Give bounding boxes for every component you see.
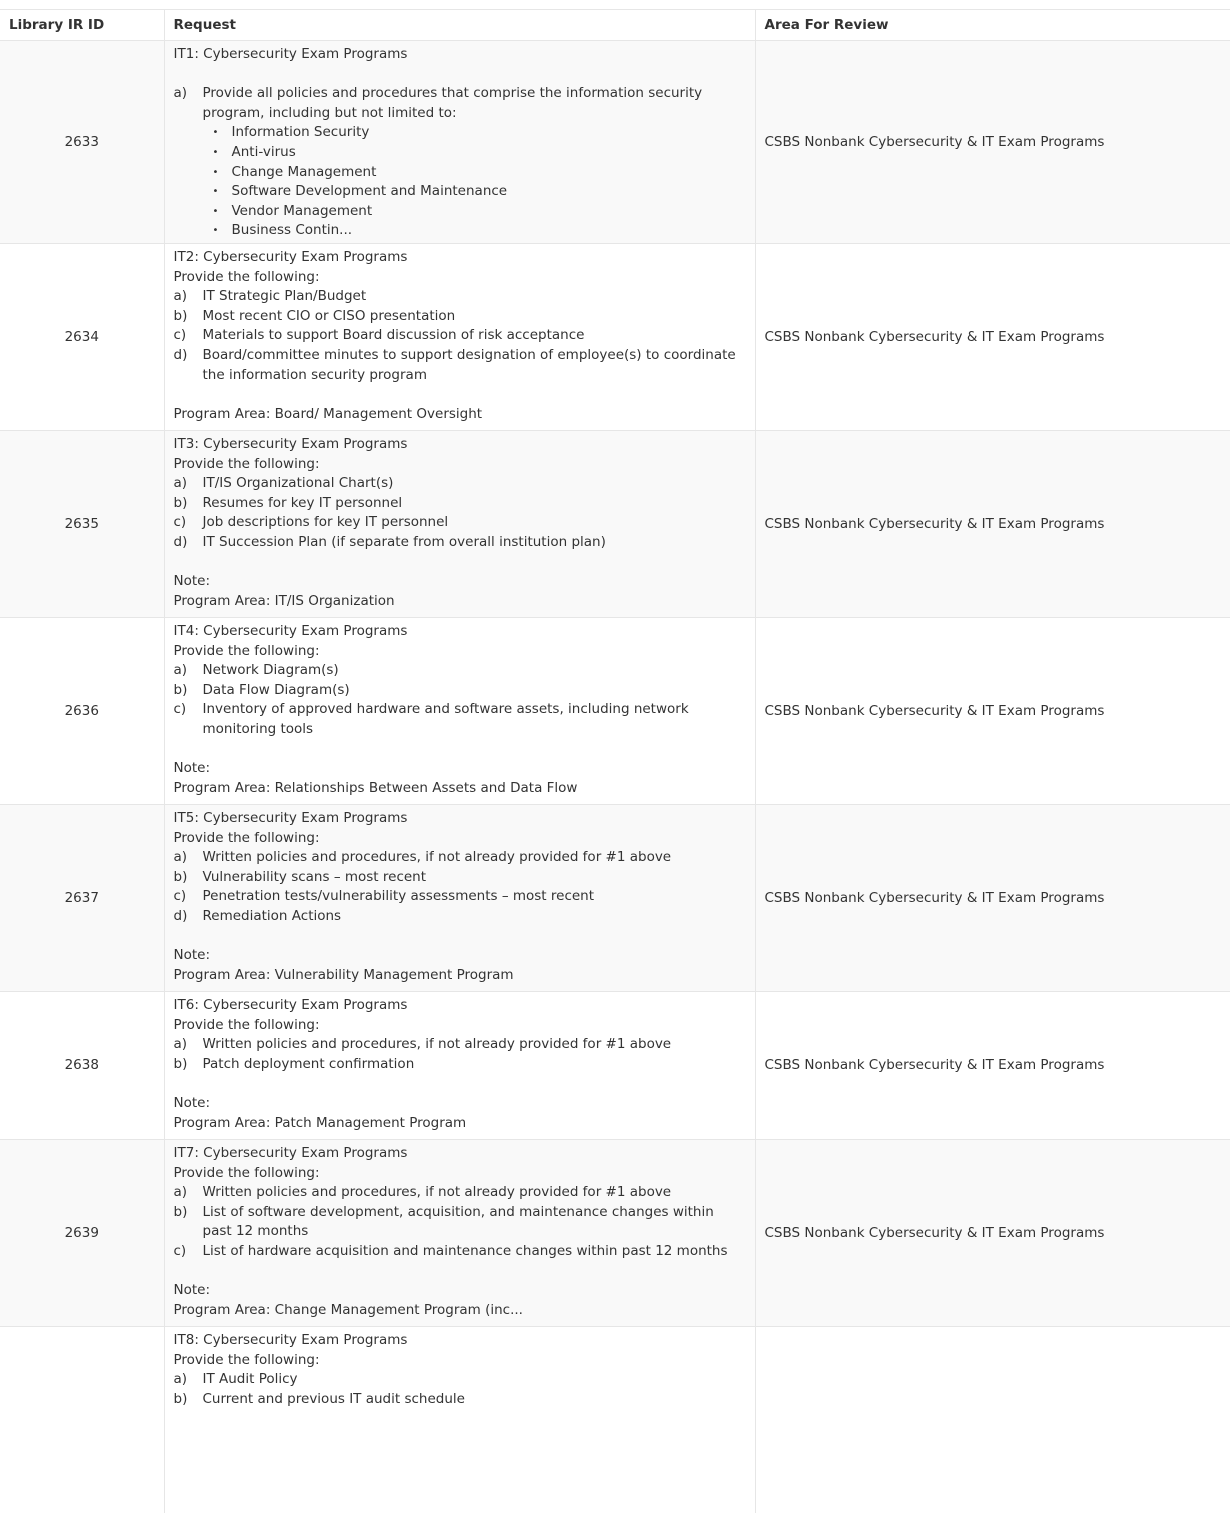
request-item: c) List of hardware acquisition and maintenance changes within past 12 months — [173, 1242, 728, 1259]
cell-request — [164, 243, 755, 430]
bullet-icon: • — [212, 146, 219, 158]
request-item: a) Written policies and procedures, if not already provided for #1 above — [173, 1036, 672, 1053]
request-title: IT3: Cybersecurity Exam Programs — [173, 435, 408, 452]
request-note: Note: — [173, 573, 211, 590]
request-item: b) Resumes for key IT personnel — [173, 494, 403, 511]
request-intro: Provide the following: — [173, 1016, 320, 1033]
request-intro: Provide the following: — [173, 455, 320, 472]
bullet-icon: • — [212, 166, 219, 178]
bullet-icon: • — [212, 186, 219, 198]
table-row[interactable] — [0, 991, 1230, 1139]
request-title: IT2: Cybersecurity Exam Programs — [173, 248, 408, 265]
request-item: c) Penetration tests/vulnerability assessments – most recent — [173, 888, 595, 905]
request-note: Note: — [173, 760, 211, 777]
cell-area-for-review: CSBS Nonbank Cybersecurity & IT Exam Programs — [755, 243, 1230, 430]
request-intro: Provide the following: — [173, 1351, 320, 1368]
bullet-item: • Vendor Management — [174, 202, 746, 222]
request-item: d) Board/committee minutes to support designation of employee(s) to coordinate the information security program — [173, 346, 736, 383]
program-area: Program Area: Change Management Program (inc... — [173, 1301, 523, 1318]
request-item — [174, 84, 746, 123]
table-row[interactable] — [0, 617, 1230, 804]
request-item: a) Written policies and procedures, if not already provided for #1 above — [173, 1184, 672, 1201]
request-intro: Provide the following: — [173, 642, 320, 659]
ir-library-table — [0, 9, 1230, 1513]
request-item: b) Vulnerability scans – most recent — [173, 868, 427, 885]
cell-area-for-review: CSBS Nonbank Cybersecurity & IT Exam Programs — [755, 430, 1230, 617]
bullet-item: • Anti-virus — [174, 143, 746, 163]
bullet-icon: • — [212, 127, 219, 139]
request-intro: Provide the following: — [173, 1164, 320, 1181]
cell-area-for-review — [755, 1326, 1230, 1513]
cell-area-for-review: CSBS Nonbank Cybersecurity & IT Exam Programs — [755, 804, 1230, 991]
table-row[interactable] — [0, 1139, 1230, 1326]
cell-request — [164, 991, 755, 1139]
request-title: IT4: Cybersecurity Exam Programs — [173, 622, 408, 639]
column-header-area[interactable]: Area For Review — [755, 10, 1230, 41]
request-item: a) IT Strategic Plan/Budget — [173, 288, 367, 305]
column-header-id[interactable]: Library IR ID — [0, 10, 164, 41]
cell-ir-id: 2634 — [0, 243, 164, 430]
table-row[interactable] — [0, 430, 1230, 617]
cell-ir-id — [0, 1326, 164, 1513]
request-item: b) Data Flow Diagram(s) — [173, 681, 350, 698]
bullet-item: • Change Management — [174, 163, 746, 183]
request-note: Note: — [173, 947, 211, 964]
request-item: b) List of software development, acquisition, and maintenance changes within past 12 months — [173, 1203, 714, 1240]
cell-request — [164, 430, 755, 617]
item-text: Provide all policies and procedures that comprise the information security program, including but not limited to: — [202, 85, 703, 121]
bullet-item: • Business Contin... — [174, 221, 746, 241]
cell-area-for-review: CSBS Nonbank Cybersecurity & IT Exam Programs — [755, 41, 1230, 244]
cell-area-for-review: CSBS Nonbank Cybersecurity & IT Exam Programs — [755, 991, 1230, 1139]
request-intro: Provide the following: — [173, 829, 320, 846]
cell-request — [164, 41, 755, 244]
request-item: a) IT Audit Policy — [173, 1371, 298, 1388]
request-note: Note: — [173, 1094, 211, 1111]
request-item: b) Patch deployment confirmation — [173, 1055, 415, 1072]
request-item: b) Current and previous IT audit schedule — [173, 1390, 465, 1407]
request-item: d) Remediation Actions — [173, 907, 342, 924]
table-row[interactable] — [0, 1326, 1230, 1513]
cell-ir-id: 2638 — [0, 991, 164, 1139]
cell-request — [164, 1326, 755, 1513]
table-header-row — [0, 10, 1230, 41]
cell-request — [164, 1139, 755, 1326]
program-area: Program Area: IT/IS Organization — [173, 592, 395, 609]
program-area: Program Area: Patch Management Program — [173, 1114, 467, 1131]
request-title: IT8: Cybersecurity Exam Programs — [173, 1331, 408, 1348]
cell-area-for-review: CSBS Nonbank Cybersecurity & IT Exam Programs — [755, 617, 1230, 804]
request-item: b) Most recent CIO or CISO presentation — [173, 307, 456, 324]
table-row[interactable] — [0, 243, 1230, 430]
request-title: IT5: Cybersecurity Exam Programs — [173, 809, 408, 826]
request-item: a) Network Diagram(s) — [173, 662, 339, 679]
request-intro: Provide the following: — [173, 268, 320, 285]
bullet-icon: • — [212, 225, 219, 237]
program-area: Program Area: Vulnerability Management Program — [173, 966, 514, 983]
request-note: Note: — [173, 1282, 211, 1299]
cell-ir-id: 2633 — [0, 41, 164, 244]
request-item: a) IT/IS Organizational Chart(s) — [173, 475, 394, 492]
cell-ir-id: 2636 — [0, 617, 164, 804]
program-area: Program Area: Relationships Between Assets and Data Flow — [173, 779, 578, 796]
cell-request — [164, 804, 755, 991]
cell-ir-id: 2637 — [0, 804, 164, 991]
request-item: a) Written policies and procedures, if not already provided for #1 above — [173, 849, 672, 866]
table-row[interactable] — [0, 41, 1230, 244]
program-area: Program Area: Board/ Management Oversight — [173, 405, 483, 422]
request-title: IT7: Cybersecurity Exam Programs — [173, 1144, 408, 1161]
request-item: c) Materials to support Board discussion of risk acceptance — [173, 327, 585, 344]
item-marker: a) — [173, 85, 188, 102]
request-item: c) Inventory of approved hardware and software assets, including network monitoring tools — [173, 701, 689, 737]
cell-ir-id: 2635 — [0, 430, 164, 617]
bullet-item: • Software Development and Maintenance — [174, 182, 746, 202]
cell-request — [164, 617, 755, 804]
request-title: IT6: Cybersecurity Exam Programs — [173, 996, 408, 1013]
bullet-item: • Information Security — [174, 123, 746, 143]
column-header-request[interactable]: Request — [164, 10, 755, 41]
table-row[interactable] — [0, 804, 1230, 991]
request-item: c) Job descriptions for key IT personnel — [173, 514, 449, 531]
cell-ir-id: 2639 — [0, 1139, 164, 1326]
request-item: d) IT Succession Plan (if separate from overall institution plan) — [173, 533, 606, 550]
cell-area-for-review: CSBS Nonbank Cybersecurity & IT Exam Programs — [755, 1139, 1230, 1326]
request-title: IT1: Cybersecurity Exam Programs — [173, 46, 408, 62]
bullet-icon: • — [212, 205, 219, 217]
